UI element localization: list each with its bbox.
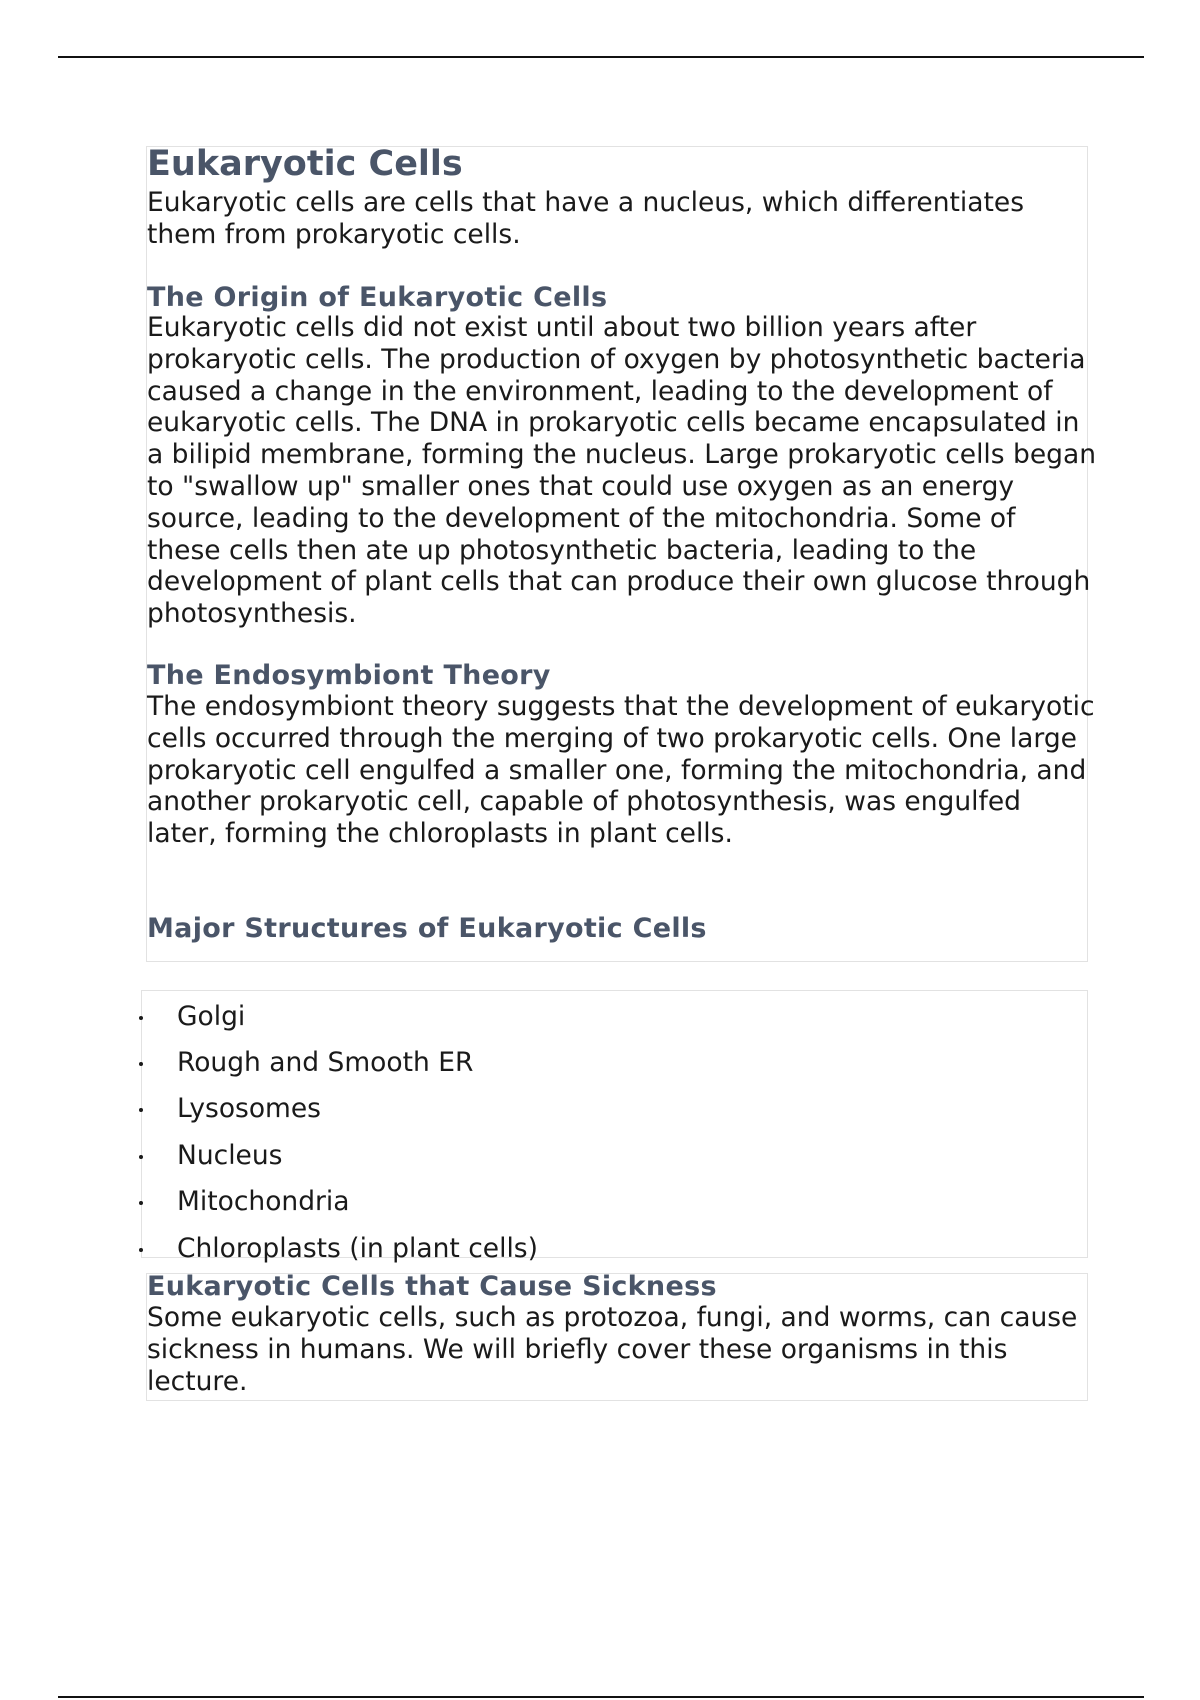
section-heading-structures: Major Structures of Eukaryotic Cells <box>147 913 707 944</box>
bullet-icon <box>139 1155 143 1159</box>
page-title: Eukaryotic Cells <box>147 144 463 184</box>
section-heading-sickness: Eukaryotic Cells that Cause Sickness <box>147 1271 717 1302</box>
section-body-origin: Eukaryotic cells did not exist until about two billion years after prokaryotic cells. The production of oxygen by photosynthetic bacteria caused a change in the environment, leading to the development of eukaryotic cells. The DNA in prokaryotic cells became encapsulated in a bilipid membrane, forming the nucleus. Large prokaryotic cells began to "swallow up" smaller ones that could use oxygen as an energy source, leading to the development of the mitochondria. Some of these cells then ate up photosynthetic bacteria, leading to the development of plant cells that can produce their own glucose through photosynthesis. <box>147 312 1097 630</box>
bullet-icon <box>139 1016 143 1020</box>
list-item-label: Chloroplasts (in plant cells) <box>177 1233 538 1264</box>
section-heading-endosymbiont: The Endosymbiont Theory <box>147 660 551 691</box>
bullet-icon <box>139 1108 143 1112</box>
bottom-rule <box>58 1696 1144 1698</box>
list-item-label: Lysosomes <box>177 1093 321 1124</box>
bullet-icon <box>139 1201 143 1205</box>
sickness-box <box>146 1273 1088 1401</box>
list-item-label: Nucleus <box>177 1140 283 1171</box>
section-body-endosymbiont: The endosymbiont theory suggests that the development of eukaryotic cells occurred through the merging of two prokaryotic cells. One large prokaryotic cell engulfed a smaller one, forming the mitochondria, and another prokaryotic cell, capable of photosynthesis, was engulfed later, forming the chloroplasts in plant cells. <box>147 691 1095 850</box>
main-content-box <box>146 144 1097 962</box>
bullet-icon <box>139 1062 143 1066</box>
list-item-label: Mitochondria <box>177 1186 350 1217</box>
list-item-label: Golgi <box>177 1001 246 1032</box>
top-rule <box>58 56 1144 58</box>
bullet-icon <box>139 1248 143 1252</box>
list-item-label: Rough and Smooth ER <box>177 1047 474 1078</box>
section-heading-origin: The Origin of Eukaryotic Cells <box>147 282 608 313</box>
intro-paragraph: Eukaryotic cells are cells that have a nucleus, which differentiates them from prokaryotic cells. <box>147 187 1025 250</box>
structures-list-box <box>141 990 1088 1264</box>
section-body-sickness: Some eukaryotic cells, such as protozoa, fungi, and worms, can cause sickness in humans. We will briefly cover these organisms in this lecture. <box>147 1302 1078 1397</box>
